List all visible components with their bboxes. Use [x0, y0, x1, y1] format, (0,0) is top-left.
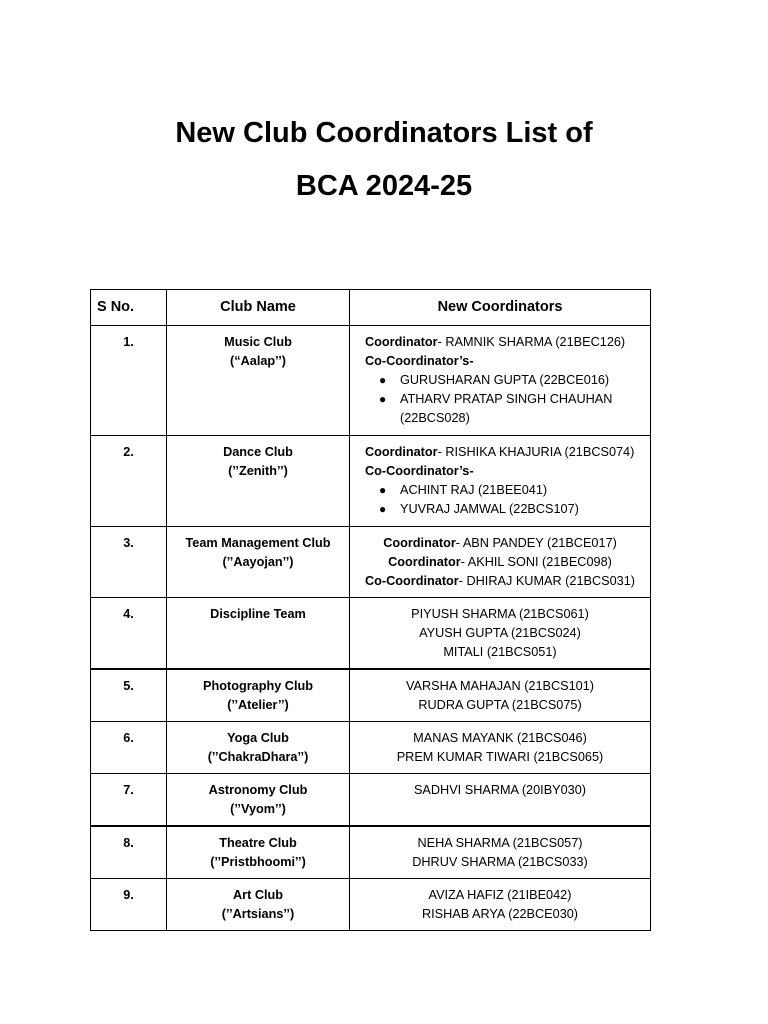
- row-number: 1.: [91, 326, 167, 436]
- row-number: 2.: [91, 436, 167, 527]
- list-item: [365, 481, 650, 500]
- table-header-row: [91, 290, 651, 326]
- header-club-name: Club Name: [167, 290, 350, 326]
- member-name: MANAS MAYANK (21BCS046): [413, 731, 587, 745]
- co-coordinator-label: Co-Coordinator: [365, 574, 459, 588]
- coordinators-cell: [350, 669, 651, 722]
- member-name: RISHAB ARYA (22BCE030): [421, 906, 579, 921]
- coordinators-cell: [350, 826, 651, 879]
- document-title: New Club Coordinators List of: [175, 117, 593, 149]
- club-name: Team Management Club: [185, 536, 331, 550]
- club-name-cell: [167, 436, 350, 527]
- table-row: [91, 326, 651, 436]
- member-name: GURUSHARAN GUPTA (22BCE016): [400, 373, 610, 387]
- table-row: [91, 669, 651, 722]
- row-number: 8.: [91, 826, 167, 879]
- document-subtitle: BCA 2024-25: [295, 170, 473, 202]
- club-alias: (’’Zenith’’): [228, 464, 288, 478]
- co-coordinator-list: [365, 371, 650, 428]
- coordinator-name: - RAMNIK SHARMA (21BEC126): [437, 335, 626, 349]
- coordinator-name: - ABN PANDEY (21BCE017): [455, 536, 617, 550]
- coordinator-line: [350, 553, 650, 572]
- member-name: YUVRAJ JAMWAL (22BCS107): [400, 502, 579, 516]
- member-id: (22BCS028): [400, 411, 470, 425]
- club-alias: (’’Pristbhoomi’’): [210, 854, 306, 869]
- co-coordinator-list: [365, 481, 650, 519]
- club-name: Art Club: [232, 887, 284, 902]
- club-name: Astronomy Club: [208, 783, 308, 797]
- table-row: [91, 878, 651, 930]
- list-item: [365, 390, 650, 428]
- club-alias: (“Aalap’’): [230, 354, 286, 368]
- row-number: 9.: [91, 878, 167, 930]
- coordinators-table: [90, 289, 651, 931]
- table-row: [91, 527, 651, 598]
- co-coordinator-label: Co-Coordinator’s-: [365, 354, 474, 368]
- bullet-icon: ●: [379, 483, 387, 497]
- co-coordinator-name: - DHIRAJ KUMAR (21BCS031): [458, 574, 635, 588]
- list-item: [365, 500, 650, 519]
- bullet-icon: ●: [379, 502, 387, 516]
- bullet-icon: ●: [379, 373, 387, 387]
- member-name: MITALI (21BCS051): [443, 645, 557, 659]
- coordinator-label: Coordinator: [365, 445, 438, 459]
- row-number: 6.: [91, 722, 167, 774]
- club-name-cell: [167, 878, 350, 930]
- club-name: Discipline Team: [210, 607, 306, 621]
- table-row: [91, 436, 651, 527]
- club-alias: (’’Aayojan’’): [222, 555, 294, 569]
- coordinator-name: - RISHIKA KHAJURIA (21BCS074): [437, 445, 635, 459]
- table-row: [91, 722, 651, 774]
- club-name-cell: [167, 722, 350, 774]
- coordinators-cell: [350, 436, 651, 527]
- table-row: [91, 598, 651, 670]
- coordinators-cell: [350, 527, 651, 598]
- club-name-cell: [167, 774, 350, 826]
- header-sno: S No.: [91, 290, 167, 326]
- table-row: [91, 826, 651, 879]
- coordinator-line: [350, 534, 650, 553]
- member-name: DHRUV SHARMA (21BCS033): [412, 854, 588, 869]
- member-name: ACHINT RAJ (21BEE041): [400, 483, 548, 497]
- club-name: Photography Club: [203, 679, 313, 693]
- club-alias: (’’Atelier’’): [227, 698, 289, 712]
- coordinator-label: Coordinator: [383, 536, 456, 550]
- club-name: Theatre Club: [219, 835, 297, 850]
- row-number: 3.: [91, 527, 167, 598]
- club-name-cell: [167, 527, 350, 598]
- bullet-icon: ●: [379, 392, 387, 406]
- club-alias: (’’Vyom’’): [230, 802, 286, 816]
- co-coordinator-line: [350, 572, 650, 591]
- row-number: 5.: [91, 669, 167, 722]
- club-name: Dance Club: [223, 445, 293, 459]
- coordinators-cell: [350, 326, 651, 436]
- coordinators-cell: [350, 774, 651, 826]
- coordinators-cell: [350, 878, 651, 930]
- club-alias: (’’ChakraDhara’’): [207, 750, 309, 764]
- header-new-coordinators: New Coordinators: [350, 290, 651, 326]
- member-name: SADHVI SHARMA (20IBY030): [413, 783, 587, 797]
- member-name: VARSHA MAHAJAN (21BCS101): [405, 679, 595, 693]
- member-name: NEHA SHARMA (21BCS057): [417, 835, 583, 850]
- co-coordinator-label: Co-Coordinator’s-: [365, 464, 474, 478]
- coordinator-line: [365, 443, 650, 462]
- coordinator-label: Coordinator: [388, 555, 461, 569]
- club-name: Yoga Club: [227, 731, 289, 745]
- club-name-cell: [167, 326, 350, 436]
- row-number: 4.: [91, 598, 167, 670]
- member-name: RUDRA GUPTA (21BCS075): [418, 698, 582, 712]
- coordinator-label: Coordinator: [365, 335, 438, 349]
- coordinator-name: - AKHIL SONI (21BEC098): [460, 555, 612, 569]
- club-alias: (’’Artsians’’): [221, 906, 295, 921]
- coordinators-cell: [350, 722, 651, 774]
- member-name: AVIZA HAFIZ (21IBE042): [428, 887, 572, 902]
- member-name: PREM KUMAR TIWARI (21BCS065): [396, 750, 604, 764]
- coordinator-line: [365, 333, 650, 352]
- member-name: AYUSH GUPTA (21BCS024): [419, 626, 581, 640]
- club-name-cell: [167, 826, 350, 879]
- club-name-cell: [167, 669, 350, 722]
- member-name: ATHARV PRATAP SINGH CHAUHAN: [400, 392, 613, 406]
- coordinators-cell: [350, 598, 651, 670]
- row-number: 7.: [91, 774, 167, 826]
- table-row: [91, 774, 651, 826]
- club-name-cell: [167, 598, 350, 670]
- list-item: [365, 371, 650, 390]
- member-name: PIYUSH SHARMA (21BCS061): [411, 607, 589, 621]
- club-name: Music Club: [224, 335, 292, 349]
